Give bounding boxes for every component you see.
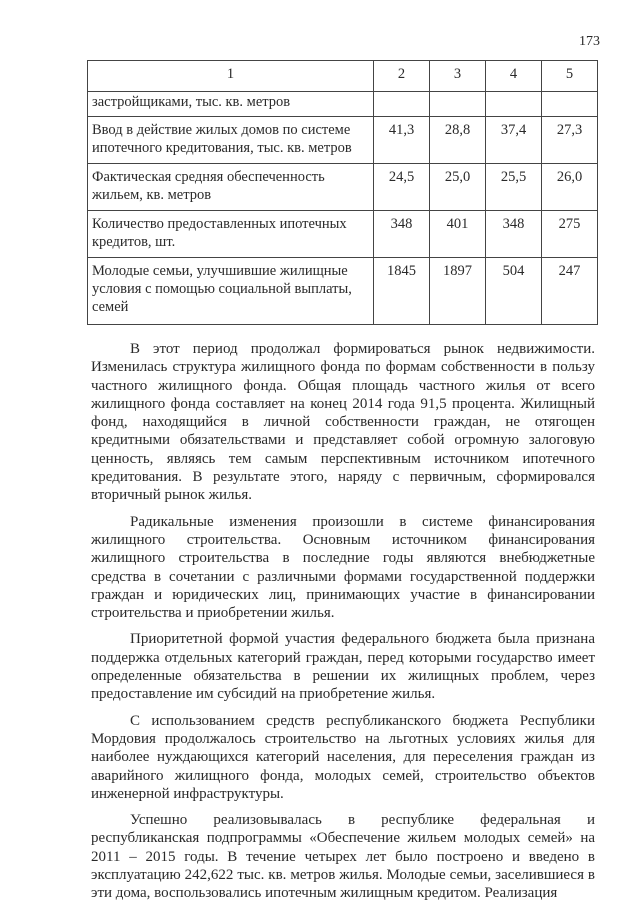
row-value: 1845 — [374, 258, 430, 325]
row-value: 25,5 — [486, 164, 542, 211]
body-text — [91, 340, 595, 903]
row-value: 27,3 — [542, 117, 598, 164]
row-label: Количество предоставленных ипотечных кредитов, шт. — [88, 211, 374, 258]
table-header-cell: 4 — [486, 61, 542, 92]
row-value: 504 — [486, 258, 542, 325]
paragraph: Успешно реализовывалась в республике федеральная и республиканская подпрограммы «Обеспечение жильем молодых семей» на 2011 – 2015 годы. В течение четырех лет было построено и введено в эксплуатацию 242,622 тыс. кв. метров жилья. Молодые семьи, заселившиеся в эти дома, воспользовались ипотечным жилищным кредитом. Реализация — [91, 812, 595, 902]
table-header-cell: 3 — [430, 61, 486, 92]
row-value — [430, 92, 486, 117]
paragraph: С использованием средств республиканского бюджета Республики Мордовия продолжалось строительство на льготных условиях жилья для наиболее нуждающихся категорий населения, для переселения граждан из аварийного жилищного фонда, молодых семей, строительство объектов инженерной инфраструктуры. — [91, 712, 595, 802]
row-value: 348 — [374, 211, 430, 258]
paragraph: Радикальные изменения произошли в системе финансирования жилищного строительства. Основным источником финансирования жилищного строительства в последние годы являются внебюджетные средства в сочетании с различными формами государственной поддержки граждан и юридических лиц, принимающих участие в финансировании строительства и приобретении жилья. — [91, 513, 595, 622]
table-row — [88, 92, 598, 117]
table-row — [88, 164, 598, 211]
row-value: 1897 — [430, 258, 486, 325]
paragraph: Приоритетной формой участия федерального бюджета была признана поддержка отдельных категорий граждан, перед которыми государство имеет определенные обязательства в решении их жилищных проблем, через предоставление им субсидий на приобретение жилья. — [91, 631, 595, 703]
row-value — [486, 92, 542, 117]
row-value: 28,8 — [430, 117, 486, 164]
table-row — [88, 211, 598, 258]
table-header-row — [88, 61, 598, 92]
row-value: 275 — [542, 211, 598, 258]
row-value: 247 — [542, 258, 598, 325]
row-value: 25,0 — [430, 164, 486, 211]
row-label: Молодые семьи, улучшившие жилищные условия с помощью социальной выплаты, семей — [88, 258, 374, 325]
table-header-cell: 5 — [542, 61, 598, 92]
row-value — [542, 92, 598, 117]
row-label: Фактическая средняя обеспеченность жильем, кв. метров — [88, 164, 374, 211]
row-label: Ввод в действие жилых домов по системе ипотечного кредитования, тыс. кв. метров — [88, 117, 374, 164]
statistics-table — [87, 60, 598, 325]
table-header-cell: 1 — [88, 61, 374, 92]
row-label: застройщиками, тыс. кв. метров — [88, 92, 374, 117]
row-value: 41,3 — [374, 117, 430, 164]
row-value: 26,0 — [542, 164, 598, 211]
table-header-cell: 2 — [374, 61, 430, 92]
page-number: 173 — [579, 34, 600, 49]
row-value: 24,5 — [374, 164, 430, 211]
table-row — [88, 117, 598, 164]
row-value: 37,4 — [486, 117, 542, 164]
paragraph: В этот период продолжал формироваться рынок недвижимости. Изменилась структура жилищного фонда по формам собственности в пользу частного жилищного фонда. Общая площадь частного жилья от всего жилищного фонда составляет на конец 2014 года 91,5 процента. Жилищный фонд, находящийся в личной собственности граждан, не отягощен кредитными обязательствами и представляет собой огромную залоговую ценность, являясь тем самым перспективным источником ипотечного кредитования. В результате этого, наряду с первичным, сформировался вторичный рынок жилья. — [91, 341, 595, 504]
row-value — [374, 92, 430, 117]
table-row — [88, 258, 598, 325]
row-value: 401 — [430, 211, 486, 258]
row-value: 348 — [486, 211, 542, 258]
